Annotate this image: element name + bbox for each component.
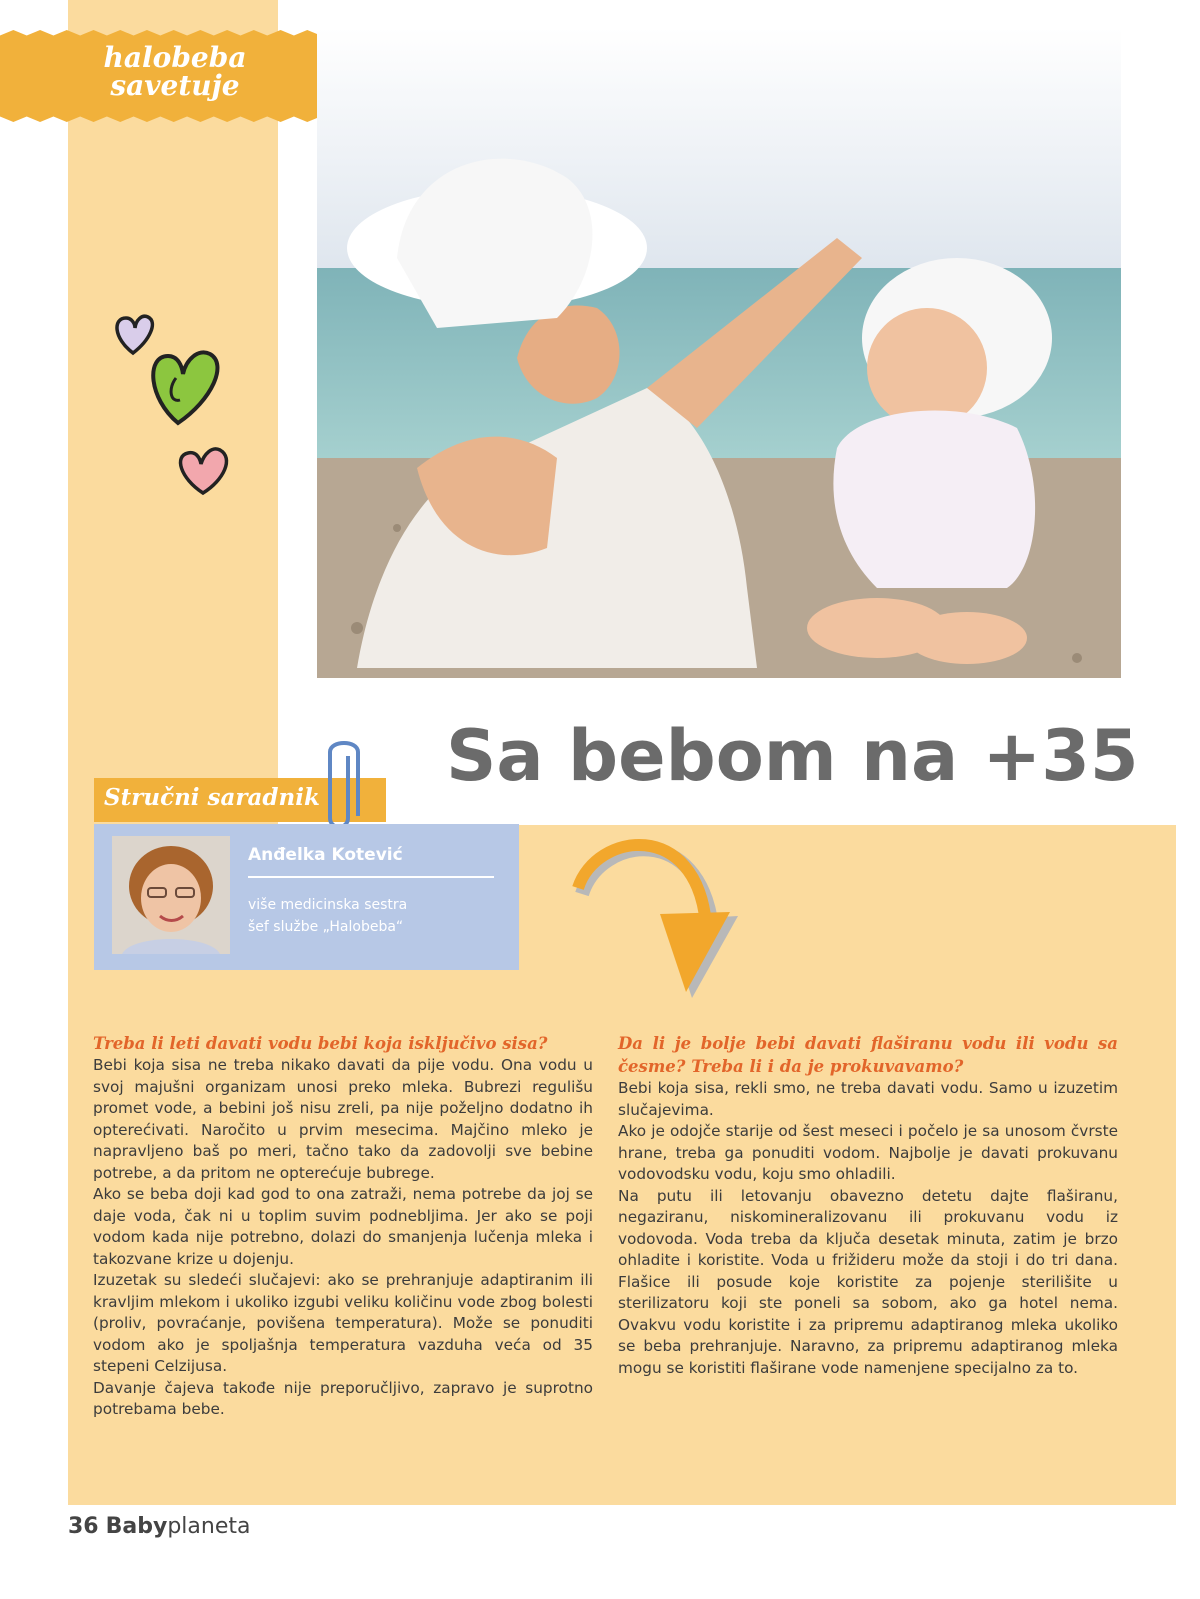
hearts-doodle-icon <box>108 308 238 498</box>
paragraph: Ako se beba doji kad god to ona zatraži, nema potrebe da joj se daje voda, čak ni u toplim suvim podnebljima. Jer ako se poji vodom kada nije potrebno, dolazi do smanjenja lučenja mleka i takozvane krize u dojenju. <box>93 1185 593 1268</box>
page-number: 36 <box>68 1514 99 1539</box>
contributor-photo <box>112 836 230 954</box>
contributor-label: Stručni saradnik <box>104 784 320 811</box>
contributor-divider <box>248 876 494 878</box>
section-tag-line2: savetuje <box>110 69 240 102</box>
paragraph: Izuzetak su sledeći slučajevi: ako se prehranjuje adaptiranim ili kravljim mlekom i ukoliko izgubi veliku količinu vode zbog bolesti (proliv, povraćanje, povišena temperatura). Može se ponuditi vodom ako je spoljašnja temperatura vazduha veća od 35 stepeni Celzijusa. <box>93 1271 593 1375</box>
article-title: Sa bebom na +35 <box>446 715 1139 797</box>
contributor-role: više medicinska sestra <box>248 897 408 913</box>
magazine-brand-light: planeta <box>167 1514 251 1539</box>
paragraph: Na putu ili letovanju obavezno detetu dajte flaširanu, negaziranu, niskomineralizovanu ili prokuvanu vodu iz vodovoda. Voda treba da ključa desetak minuta, zatim je brzo ohladite i koristite. Voda u frižideru može da stoji i do tri dana. Flašice ili posude koje koristite za pojenje sterilišite u sterilizatoru koji ste poneli sa sobom, ako ga hotel nema. Ovakvu vodu koristite i za pripremu adaptiranog mleka ukoliko se beba prehranjuje. Naravno, za pripremu adaptiranog mleka mogu se koristiti flaširane vode namenjene specijalno za to. <box>618 1186 1118 1377</box>
magazine-brand-bold: Baby <box>105 1514 168 1539</box>
contributor-position: šef službe „Halobeba“ <box>248 919 404 935</box>
section-tag-line1: halobeba <box>103 41 247 74</box>
paragraph: Bebi koja sisa ne treba nikako davati da pije vodu. Ona vodu u svoj majušni organizam unosi preko mleka. Bubrezi regulišu promet vode, a bebini još nisu zreli, pa nije poželjno dodatno ih opterećivati. Naročito u prvim mesecima. Majčino mleko je napravljeno baš po meri, tačno tako da zadovolji sve bebine potrebe, a da pritom ne opterećuje bubrege. <box>93 1056 593 1182</box>
paragraph: Bebi koja sisa, rekli smo, ne treba davati vodu. Samo u izuzetim slučajevima. <box>618 1079 1118 1119</box>
contributor-name: Anđelka Kotević <box>248 845 403 865</box>
paragraph: Davanje čajeva takođe nije preporučljivo, zapravo je suprotno potrebama bebe. <box>93 1378 593 1418</box>
paragraph: Ako je odojče starije od šest meseci i počelo je sa unosom čvrste hrane, treba ga ponuditi vodom. Najbolje je davati prokuvanu vodovodsku vodu, koju smo ohladili. <box>618 1122 1118 1183</box>
question-heading: Da li je bolje bebi davati flaširanu vodu ili vodu sa česme? Treba li i da je prokuvavamo? <box>618 1034 1118 1076</box>
question-heading: Treba li leti davati vodu bebi koja isključivo sisa? <box>93 1034 548 1053</box>
article-column-left <box>93 1032 593 1421</box>
page-footer <box>68 1514 250 1539</box>
article-column-right <box>618 1032 1118 1379</box>
curved-arrow-icon <box>570 828 750 1008</box>
paperclip-icon <box>318 738 366 838</box>
hero-photo <box>317 28 1121 678</box>
section-tag-text <box>100 41 250 102</box>
